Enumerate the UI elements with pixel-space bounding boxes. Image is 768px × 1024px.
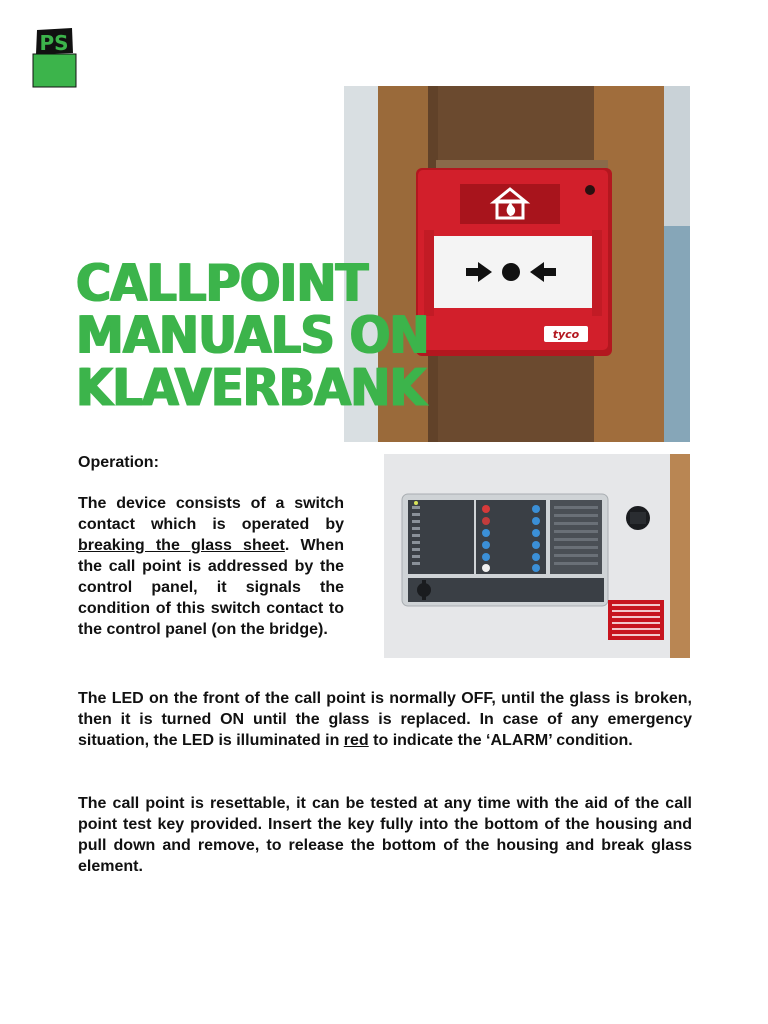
control-panel-photo (384, 454, 690, 658)
operation-heading: Operation: (78, 454, 159, 471)
title-line-2: MANUALS ON (76, 306, 429, 367)
p1-text-after: . When the call point is addressed by the control panel, it signals the condition of this switch contact to the control panel (on the bridge). (78, 537, 345, 638)
title-line-3: KLAVERBANK (76, 358, 426, 419)
p1-text-before: The device consists of a switch contact which is operated by (78, 495, 344, 533)
p2-text-before: The LED on the front of the call point is normally OFF, until the glass is broken, then it is turned ON until the glass is replaced. In case of any emergency situation, the LED is illuminated in (78, 690, 692, 749)
logo-letters: PS (39, 31, 69, 55)
paragraph-reset: The call point is resettable, it can be tested at any time with the aid of the call point test key provided. Insert the key fully into the bottom of the housing and pull down and remove, to release the bottom of the housing and break glass element. (78, 795, 692, 875)
callpoint-brand: tyco (552, 328, 580, 341)
p2-underlined-text: red (343, 732, 369, 749)
p1-underlined-text: breaking the glass sheet (78, 537, 285, 554)
page-title (76, 253, 429, 419)
paragraph-device (78, 493, 344, 640)
p2-text-after: to indicate the ‘ALARM’ condition. (368, 732, 633, 749)
press-arrows-icon (466, 262, 556, 282)
paragraph-led (78, 688, 692, 751)
company-logo (32, 28, 78, 88)
title-line-1: CALLPOINT (76, 253, 368, 314)
